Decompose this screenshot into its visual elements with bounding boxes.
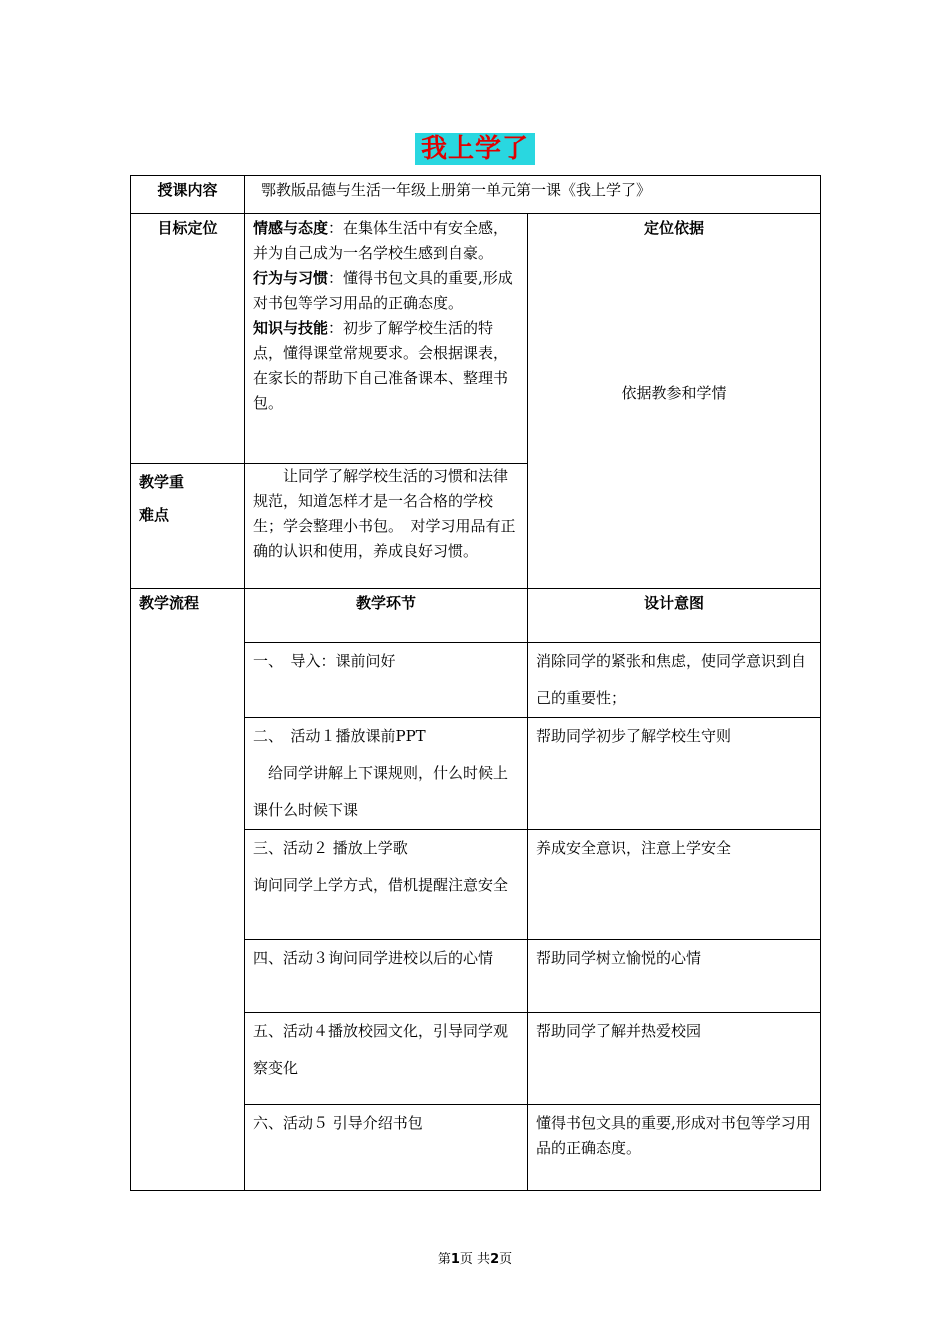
- step-3: 三、活动２ 播放上学歌 询问同学上学方式，借机提醒注意安全: [245, 830, 528, 940]
- basis-label: 定位依据: [644, 219, 705, 237]
- intent-1: 消除同学的紧张和焦虑，使同学意识到自己的重要性；: [528, 643, 821, 718]
- intent-header: 设计意图: [528, 589, 821, 643]
- step-4: 四、活动３询问同学进校以后的心情: [245, 940, 528, 1013]
- flow-label: 教学流程: [131, 589, 245, 1191]
- basis-value: 依据教参和学情: [621, 384, 727, 402]
- step-2: 二、 活动１播放课前PPT 给同学讲解上下课规则，什么时候上课什么时候下课: [245, 718, 528, 830]
- step-5: 五、活动４播放校园文化，引导同学观察变化: [245, 1013, 528, 1105]
- basis-cell: [528, 214, 821, 589]
- content-value: 鄂教版品德与生活一年级上册第一单元第一课《我上学了》: [245, 176, 821, 214]
- goal-emotion: 情感与态度：在集体生活中有安全感，并为自己成为一名学校生感到自豪。: [253, 219, 509, 262]
- intent-5: 帮助同学了解并热爱校园: [528, 1013, 821, 1105]
- step-1: 一、 导入：课前问好: [245, 643, 528, 718]
- intent-4: 帮助同学树立愉悦的心情: [528, 940, 821, 1013]
- page-number: 1: [450, 1252, 460, 1267]
- intent-3: 养成安全意识，注意上学安全: [528, 830, 821, 940]
- goals-cell: [245, 214, 528, 464]
- page-total: 2: [490, 1252, 500, 1267]
- goal-behavior: 行为与习惯：懂得书包文具的重要,形成对书包等学习用品的正确态度。: [253, 269, 513, 312]
- key-points-value: 让同学了解学校生活的习惯和法律规范，知道怎样才是一名合格的学校生；学会整理小书包。 对学习用品有正确的认识和使用，养成良好习惯。: [245, 464, 528, 589]
- intent-2: 帮助同学初步了解学校生守则: [528, 718, 821, 830]
- intent-6: 懂得书包文具的重要,形成对书包等学习用品的正确态度。: [528, 1105, 821, 1191]
- page-footer: 第1页 共2页: [437, 1252, 513, 1267]
- goal-knowledge: 知识与技能：初步了解学校生活的特点，懂得课堂常规要求。会根据课表，在家长的帮助下自己准备课本、整理书包。: [253, 319, 509, 412]
- step-header: 教学环节: [245, 589, 528, 643]
- goal-label: 目标定位: [131, 214, 245, 464]
- document-title: 我上学了: [415, 133, 535, 165]
- step-6: 六、活动５ 引导介绍书包: [245, 1105, 528, 1191]
- key-points-label: 教学重 难点: [131, 464, 245, 589]
- content-label: 授课内容: [131, 176, 245, 214]
- lesson-plan-table: [130, 175, 821, 1191]
